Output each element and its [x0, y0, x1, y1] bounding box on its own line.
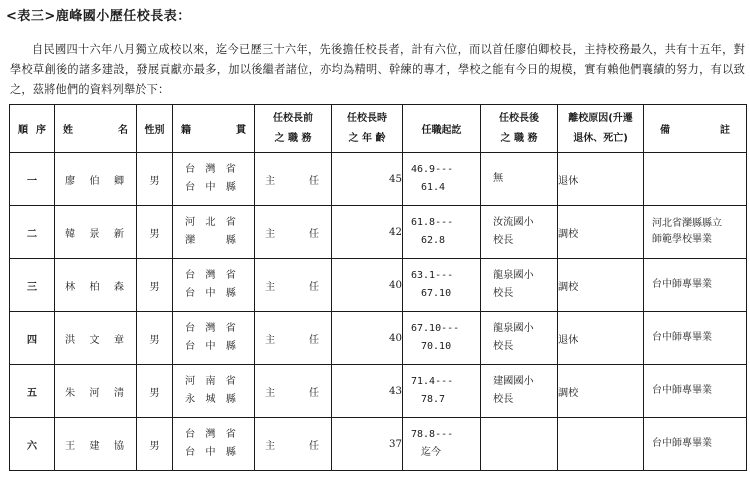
cell-prev-position: 主 任	[255, 153, 332, 206]
header-age: 任校長時 之 年 齡	[332, 105, 403, 153]
cell-next-position: 龍泉國小 校長	[481, 259, 558, 312]
cell-next-position: 汝流國小 校長	[481, 206, 558, 259]
cell-next-position: 建國國小 校長	[481, 365, 558, 418]
table-row	[10, 312, 747, 365]
cell-note: 台中師專畢業	[644, 259, 747, 312]
table-row	[10, 418, 747, 471]
cell-gender: 男	[137, 312, 173, 365]
cell-gender: 男	[137, 153, 173, 206]
cell-next-position: 龍泉國小 校長	[481, 312, 558, 365]
cell-age: 40	[332, 259, 403, 312]
cell-origin: 台 灣 省 台 中 縣	[173, 418, 255, 471]
cell-prev-position: 主 任	[255, 312, 332, 365]
cell-prev-position: 主 任	[255, 418, 332, 471]
cell-reason: 調校	[558, 206, 644, 259]
header-reason: 離校原因(升遷 退休、死亡)	[558, 105, 644, 153]
cell-prev-position: 主 任	[255, 259, 332, 312]
cell-period: 61.8--- 62.8	[403, 206, 481, 259]
cell-age: 42	[332, 206, 403, 259]
table-row	[10, 259, 747, 312]
cell-reason	[558, 418, 644, 471]
cell-reason: 調校	[558, 365, 644, 418]
cell-period: 78.8--- 迄今	[403, 418, 481, 471]
header-name: 姓 名	[55, 105, 137, 153]
cell-next-position: 無	[481, 153, 558, 206]
cell-reason: 調校	[558, 259, 644, 312]
header-gender: 性別	[137, 105, 173, 153]
header-next-position: 任校長後 之 職 務	[481, 105, 558, 153]
cell-prev-position: 主 任	[255, 206, 332, 259]
intro-paragraph: 自民國四十六年八月獨立成校以來，迄今已歷三十六年，先後擔任校長者，計有六位，而以首任廖伯卿校長，主持校務最久，共有十五年，對學校草創後的諸多建設，發展貢獻亦最多，加以後繼者諸位，亦均為精明、幹練的專才，學校之能有今日的規模，實有賴他們襄績的努力，有以致之，茲將他們的資料列舉於下：	[10, 43, 745, 96]
cell-age: 43	[332, 365, 403, 418]
cell-prev-position: 主 任	[255, 365, 332, 418]
header-prev-position: 任校長前 之 職 務	[255, 105, 332, 153]
table-title: <表三>鹿峰國小歷任校長表：	[6, 9, 191, 24]
cell-note: 台中師專畢業	[644, 312, 747, 365]
cell-period: 63.1--- 67.10	[403, 259, 481, 312]
cell-name: 廖 伯 卿	[55, 153, 137, 206]
cell-origin: 台 灣 省 台 中 縣	[173, 153, 255, 206]
cell-gender: 男	[137, 259, 173, 312]
header-origin: 籍 貫	[173, 105, 255, 153]
cell-next-position	[481, 418, 558, 471]
cell-name: 朱 河 清	[55, 365, 137, 418]
cell-name: 王 建 協	[55, 418, 137, 471]
cell-name: 韓 景 新	[55, 206, 137, 259]
cell-age: 37	[332, 418, 403, 471]
header-note: 備 註	[644, 105, 747, 153]
cell-reason: 退休	[558, 153, 644, 206]
cell-order: 五	[10, 365, 55, 418]
cell-origin: 河 北 省 灤 縣	[173, 206, 255, 259]
cell-reason: 退休	[558, 312, 644, 365]
header-period: 任職起訖	[403, 105, 481, 153]
cell-note: 台中師專畢業	[644, 365, 747, 418]
cell-order: 一	[10, 153, 55, 206]
cell-age: 40	[332, 312, 403, 365]
cell-name: 洪 文 章	[55, 312, 137, 365]
cell-note: 台中師專畢業	[644, 418, 747, 471]
cell-order: 二	[10, 206, 55, 259]
principals-table	[9, 104, 747, 471]
cell-note	[644, 153, 747, 206]
cell-period: 71.4--- 78.7	[403, 365, 481, 418]
table-row	[10, 206, 747, 259]
cell-order: 四	[10, 312, 55, 365]
header-row	[10, 105, 747, 153]
cell-name: 林 柏 森	[55, 259, 137, 312]
cell-note: 河北省灤縣縣立 師範學校畢業	[644, 206, 747, 259]
cell-origin: 台 灣 省 台 中 縣	[173, 312, 255, 365]
cell-gender: 男	[137, 206, 173, 259]
cell-origin: 河 南 省 永 城 縣	[173, 365, 255, 418]
cell-period: 67.10--- 70.10	[403, 312, 481, 365]
cell-origin: 台 灣 省 台 中 縣	[173, 259, 255, 312]
cell-gender: 男	[137, 418, 173, 471]
cell-order: 六	[10, 418, 55, 471]
header-order: 順 序	[10, 105, 55, 153]
cell-age: 45	[332, 153, 403, 206]
cell-gender: 男	[137, 365, 173, 418]
cell-order: 三	[10, 259, 55, 312]
table-row	[10, 365, 747, 418]
cell-period: 46.9--- 61.4	[403, 153, 481, 206]
table-row	[10, 153, 747, 206]
